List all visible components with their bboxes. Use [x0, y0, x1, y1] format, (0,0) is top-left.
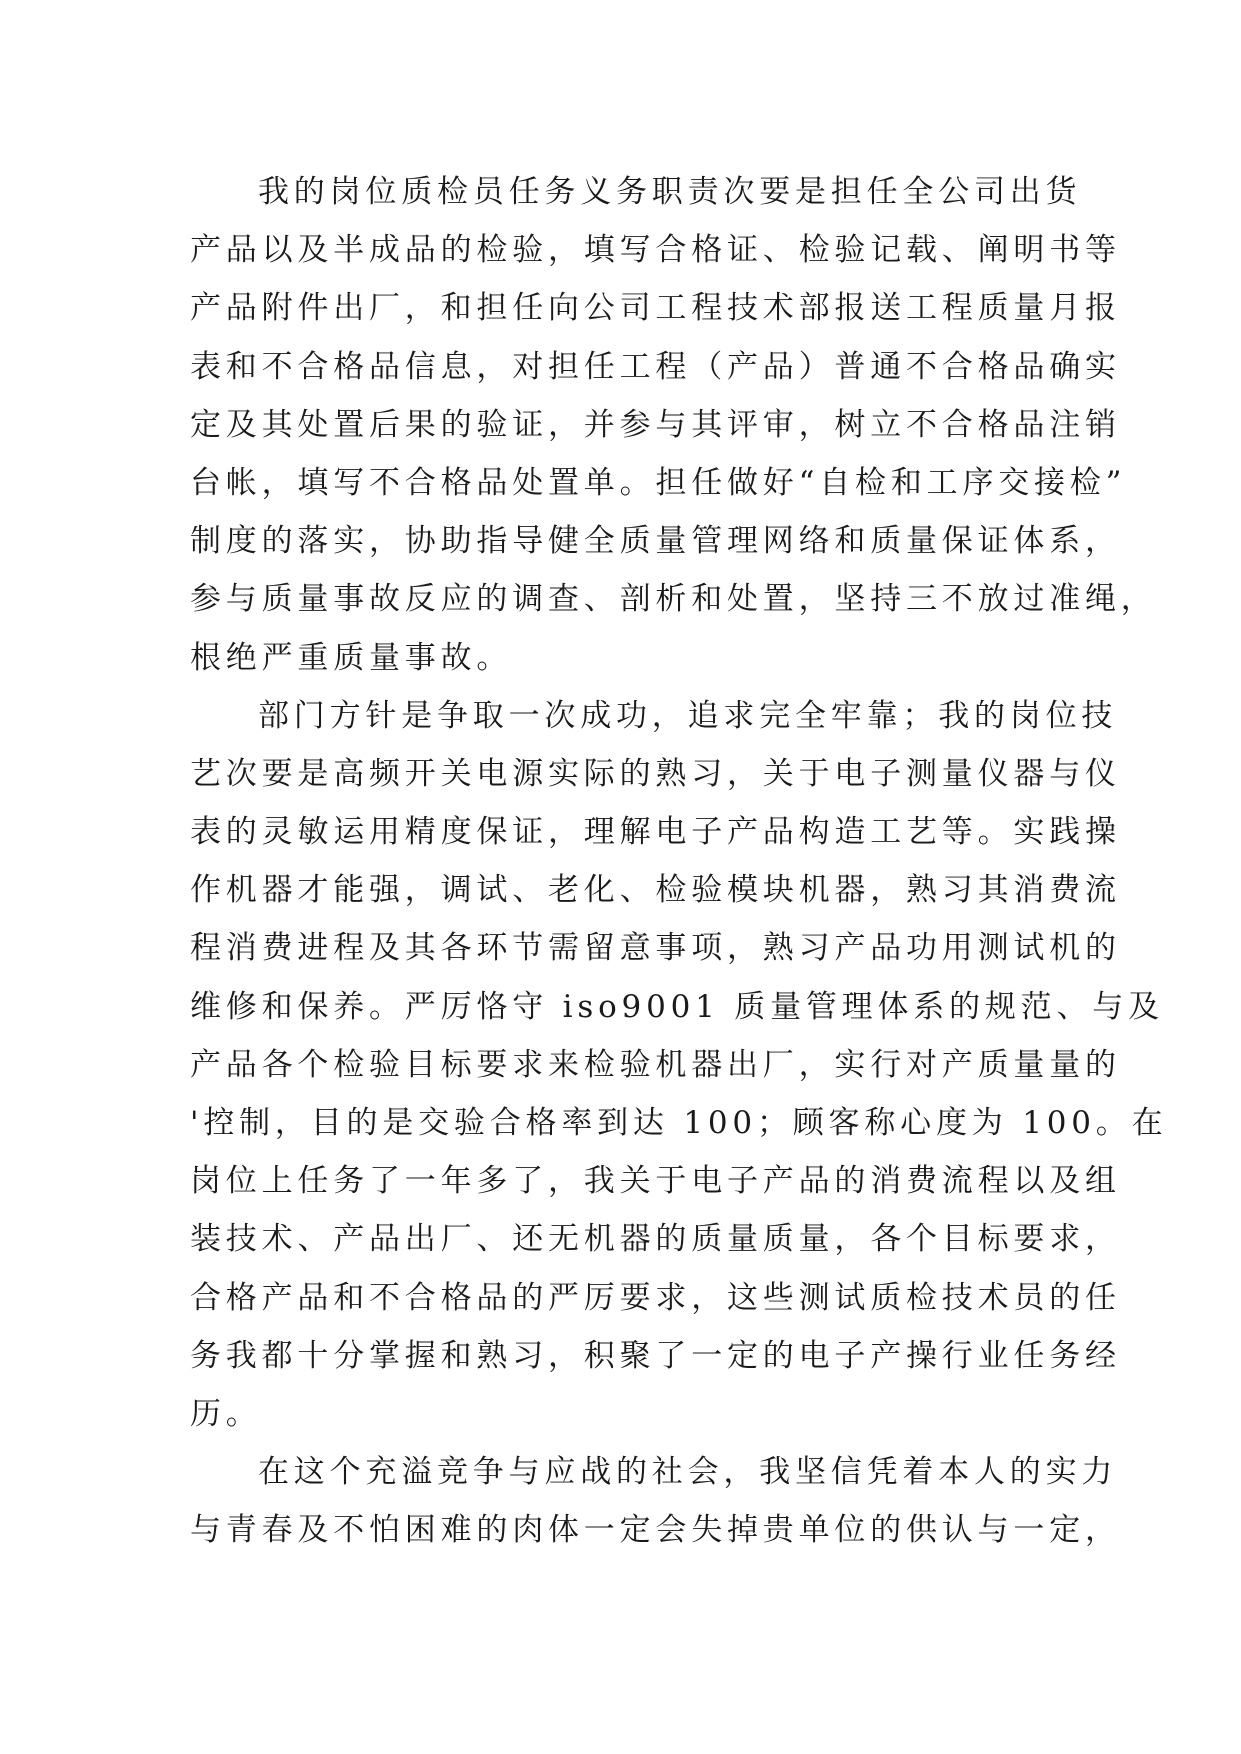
text-line: 部门方针是争取一次成功，追求完全牢靠；我的岗位技	[258, 697, 1118, 734]
text-line: 务我都十分掌握和熟习，积聚了一定的电子产操行业任务经	[190, 1337, 1121, 1374]
paragraph-duties	[190, 163, 1157, 687]
text-line: 在这个充溢竞争与应战的社会，我坚信凭着本人的实力	[258, 1454, 1118, 1491]
paragraph-conclusion	[190, 1443, 1121, 1559]
text-line: 制度的落实，协助指导健全质量管理网络和质量保证体系，	[190, 523, 1121, 560]
text-line: 作机器才能强，调试、老化、检验模块机器，熟习其消费流	[190, 872, 1121, 909]
text-line: 岗位上任务了一年多了，我关于电子产品的消费流程以及组	[190, 1163, 1121, 1200]
text-line: 根绝严重质量事故。	[190, 639, 513, 676]
text-line: 表和不合格品信息，对担任工程（产品）普通不合格品确实	[190, 348, 1121, 385]
document-body	[190, 163, 1168, 1560]
text-line: 参与质量事故反应的调查、剖析和处置，坚持三不放过准绳，	[190, 581, 1157, 618]
text-line: 我的岗位质检员任务义务职责次要是担任全公司出货	[258, 174, 1082, 210]
text-line: 维修和保养。严厉恪守 iso9001 质量管理体系的规范、与及	[190, 988, 1164, 1025]
text-line: 与青春及不怕困难的肉体一定会失掉贵单位的供认与一定，	[190, 1512, 1121, 1549]
text-line: 产品以及半成品的检验，填写合格证、检验记载、阐明书等	[190, 232, 1121, 269]
text-line: 历。	[190, 1395, 262, 1432]
text-line: 产品附件出厂，和担任向公司工程技术部报送工程质量月报	[190, 290, 1121, 327]
text-line: 表的灵敏运用精度保证，理解电子产品构造工艺等。实践操	[190, 814, 1121, 851]
text-line: 合格产品和不合格品的严厉要求，这些测试质检技术员的任	[190, 1279, 1121, 1316]
text-line: 产品各个检验目标要求来检验机器出厂，实行对产质量量的	[190, 1046, 1121, 1083]
text-line: '控制，目的是交验合格率到达 100；顾客称心度为 100。在	[190, 1105, 1168, 1141]
text-line: 装技术、产品出厂、还无机器的质量质量，各个目标要求，	[190, 1221, 1121, 1258]
text-line: 台帐，填写不合格品处置单。担任做好“自检和工序交接检”	[190, 464, 1127, 501]
text-line: 定及其处置后果的验证，并参与其评审，树立不合格品注销	[190, 406, 1121, 443]
text-line: 程消费进程及其各环节需留意事项，熟习产品功用测试机的	[190, 930, 1121, 967]
text-line: 艺次要是高频开关电源实际的熟习，关于电子测量仪器与仪	[190, 755, 1121, 792]
paragraph-skills	[190, 687, 1168, 1443]
